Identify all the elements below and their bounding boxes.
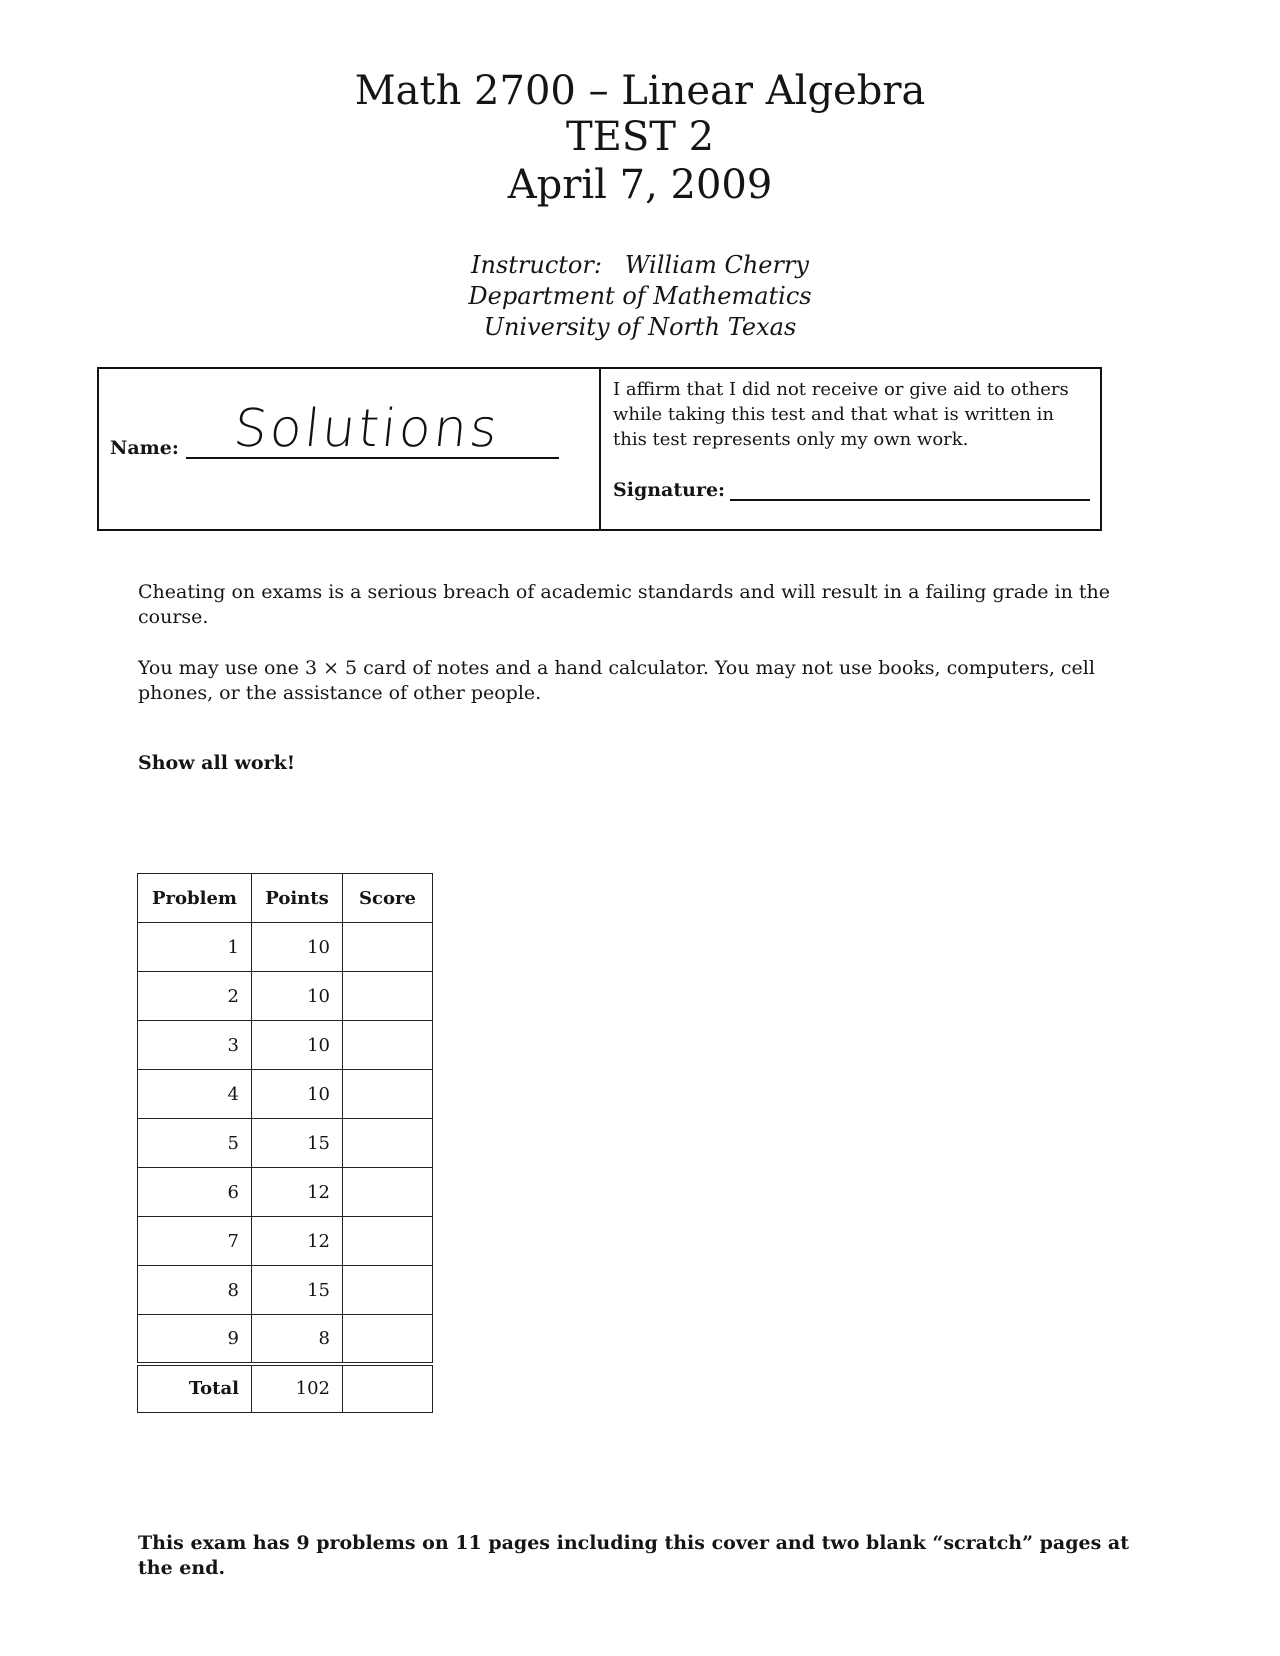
header-points: Points: [252, 874, 343, 923]
problem-number: 5: [138, 1119, 252, 1168]
score-cell[interactable]: [343, 1070, 433, 1119]
problem-points: 12: [252, 1217, 343, 1266]
course-title: Math 2700 – Linear Algebra: [354, 68, 926, 114]
total-label: Total: [138, 1364, 252, 1413]
header-problem: Problem: [138, 874, 252, 923]
exam-footer-note: This exam has 9 problems on 11 pages including this cover and two blank “scratch” pages at the end.: [138, 1532, 1130, 1579]
table-row: [138, 1119, 433, 1168]
score-cell[interactable]: [343, 1168, 433, 1217]
score-cell[interactable]: [343, 1315, 433, 1364]
instructor-name: William Cherry: [624, 251, 809, 279]
problem-points: 10: [252, 972, 343, 1021]
problem-points: 10: [252, 1070, 343, 1119]
table-header-row: [138, 874, 433, 923]
problem-number: 2: [138, 972, 252, 1021]
problem-number: 6: [138, 1168, 252, 1217]
problem-points: 12: [252, 1168, 343, 1217]
problem-number: 8: [138, 1266, 252, 1315]
instructor-line: [0, 250, 1280, 281]
problem-points: 10: [252, 923, 343, 972]
test-date: April 7, 2009: [507, 162, 773, 208]
table-row: [138, 1021, 433, 1070]
signature-label: Signature:: [613, 479, 726, 501]
table-row: [138, 1217, 433, 1266]
allowed-materials: You may use one 3 × 5 card of notes and a hand calculator. You may not use books, computers, cell phones, or the assistance of other people.: [138, 657, 1095, 704]
table-row: [138, 1168, 433, 1217]
affirmation-text: I affirm that I did not receive or give aid to others while taking this test and that what is written in this test represents only my own work.: [613, 379, 1069, 450]
table-row: [138, 1266, 433, 1315]
total-score-cell[interactable]: [343, 1364, 433, 1413]
signature-field[interactable]: [730, 499, 1090, 501]
cheating-notice: Cheating on exams is a serious breach of academic standards and will result in a failing grade in the course.: [138, 581, 1110, 628]
problem-number: 3: [138, 1021, 252, 1070]
problem-number: 1: [138, 923, 252, 972]
problem-number: 9: [138, 1315, 252, 1364]
problem-number: 4: [138, 1070, 252, 1119]
instructor-label: Instructor:: [471, 251, 602, 279]
score-cell[interactable]: [343, 1021, 433, 1070]
total-row: [138, 1364, 433, 1413]
department: Department of Mathematics: [468, 282, 812, 310]
score-cell[interactable]: [343, 1266, 433, 1315]
score-table: [137, 873, 433, 1413]
table-row: [138, 1315, 433, 1364]
test-title: TEST 2: [565, 114, 715, 160]
box-divider: [599, 369, 601, 529]
problem-points: 10: [252, 1021, 343, 1070]
table-row: [138, 972, 433, 1021]
score-cell[interactable]: [343, 1217, 433, 1266]
problem-points: 15: [252, 1119, 343, 1168]
table-row: [138, 923, 433, 972]
problem-points: 15: [252, 1266, 343, 1315]
name-signature-box: [97, 367, 1102, 531]
university: University of North Texas: [483, 313, 797, 341]
total-points: 102: [252, 1364, 343, 1413]
problem-points: 8: [252, 1315, 343, 1364]
problem-number: 7: [138, 1217, 252, 1266]
name-handwritten-value: Solutions: [230, 399, 504, 459]
name-label: Name:: [110, 437, 179, 459]
score-cell[interactable]: [343, 1119, 433, 1168]
score-cell[interactable]: [343, 972, 433, 1021]
header-score: Score: [343, 874, 433, 923]
show-work-note: Show all work!: [138, 752, 296, 774]
table-row: [138, 1070, 433, 1119]
score-cell[interactable]: [343, 923, 433, 972]
